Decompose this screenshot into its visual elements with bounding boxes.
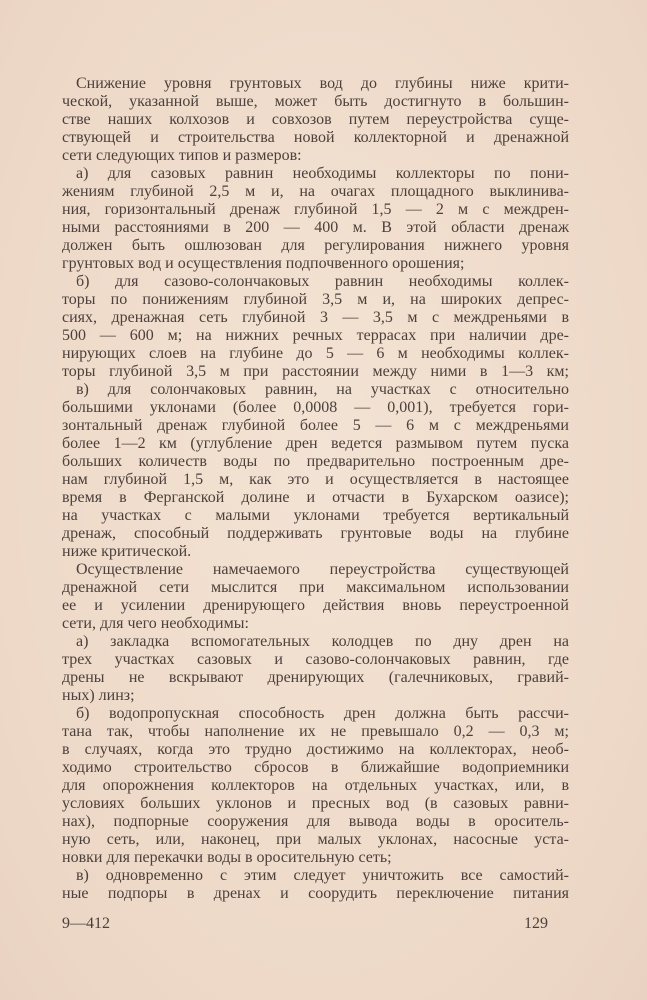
- text-line: ходимо строительство сбросов в ближайшие водоприемники: [62, 759, 569, 776]
- text-line: торы глубиной 3,5 м при расстоянии между ними в 1—3 км;: [62, 363, 569, 380]
- text-line: ее и усилении дренирующего действия вновь переустроенной: [62, 597, 569, 614]
- text-line: условиях больших уклонов и пресных вод (в сазовых равни-: [62, 795, 569, 812]
- text-line: стве наших колхозов и совхозов путем переустройства суще-: [62, 111, 569, 128]
- text-line: трех участках сазовых и сазово-солончаковых равнин, где: [62, 651, 569, 668]
- text-line: жениям глубиной 2,5 м и, на очагах площадного выклинива-: [62, 183, 569, 200]
- text-line: дренаж, способный поддерживать грунтовые воды на глубине: [62, 525, 569, 542]
- text-line: ными расстояниями в 200 — 400 м. В этой области дренаж: [62, 219, 569, 236]
- text-line: дренажной сети мыслится при максимальном использовании: [62, 579, 569, 596]
- text-line: в) одновременно с этим следует уничтожить все самостий-: [76, 867, 569, 884]
- text-line: торы по понижениям глубиной 3,5 м и, на широких депрес-: [62, 291, 569, 308]
- text-line: ную сеть, или, наконец, при малых уклонах, насосные уста-: [62, 831, 569, 848]
- text-line: б) водопропускная способность дрен должна быть рассчи-: [76, 705, 569, 722]
- text-line: грунтовых вод и осуществления подпочвенного орошения;: [62, 255, 465, 272]
- text-line: ния, горизонтальный дренаж глубиной 1,5 — 2 м с междрен-: [62, 201, 569, 218]
- text-line: Осуществление намечаемого переустройства существующей: [76, 561, 569, 578]
- text-line: а) для сазовых равнин необходимы коллекторы по пони-: [76, 165, 569, 182]
- text-line: больших количеств воды по предварительно построенным дре-: [62, 453, 569, 470]
- text-line: для опорожнения коллекторов на отдельных участках, или, в: [62, 777, 569, 794]
- text-line: на участках с малыми уклонами требуется вертикальный: [62, 507, 569, 524]
- text-line: более 1—2 км (углубление дрен ведется размывом путем пуска: [62, 435, 569, 452]
- text-line: нах), подпорные сооружения для вывода воды в ороситель-: [62, 813, 569, 830]
- text-line: большими уклонами (более 0,0008 — 0,001), требуется гори-: [62, 399, 569, 416]
- text-line: сети следующих типов и размеров:: [62, 147, 302, 164]
- text-line: Снижение уровня грунтовых вод до глубины ниже крити-: [76, 75, 569, 92]
- text-line: в) для солончаковых равнин, на участках с относительно: [76, 381, 569, 398]
- text-line: ные подпоры в дренах и соорудить переключение питания: [62, 885, 569, 902]
- text-line: дрены не вскрывают дренирующих (галечниковых, гравий-: [62, 669, 569, 686]
- text-line: ных) линз;: [62, 687, 135, 704]
- text-line: а) закладка вспомогательных колодцев по дну дрен на: [76, 633, 569, 650]
- text-line: б) для сазово-солончаковых равнин необходимы коллек-: [76, 273, 569, 290]
- text-line: ниже критической.: [62, 543, 192, 560]
- text-line: сиях, дренажная сеть глубиной 3 — 3,5 м с междреньями в: [62, 309, 569, 326]
- text-line: должен быть ошлюзован для регулирования нижнего уровня: [62, 237, 569, 254]
- text-line: время в Ферганской долине и отчасти в Бухарском оазисе);: [62, 489, 569, 506]
- text-line: в случаях, когда это трудно достижимо на коллекторах, необ-: [62, 741, 569, 758]
- printer-signature: 9—412: [62, 915, 110, 932]
- text-line: нам глубиной 1,5 м, как это и осуществляется в настоящее: [62, 471, 569, 488]
- text-line: ческой, указанной выше, может быть достигнуто в большин-: [62, 93, 569, 110]
- text-line: сети, для чего необходимы:: [62, 615, 249, 632]
- text-line: нирующих слоев на глубине до 5 — 6 м необходимы коллек-: [62, 345, 569, 362]
- text-line: 500 — 600 м; на нижних речных террасах при наличии дре-: [62, 327, 569, 344]
- body-text: [62, 75, 569, 903]
- page-number: 129: [524, 915, 548, 932]
- text-line: тана так, чтобы наполнение их не превышало 0,2 — 0,3 м;: [62, 723, 569, 740]
- text-line: ствующей и строительства новой коллекторной и дренажной: [62, 129, 569, 146]
- text-line: новки для перекачки воды в оросительную сеть;: [62, 849, 392, 866]
- text-line: зонтальный дренаж глубиной более 5 — 6 м с междреньями: [62, 417, 569, 434]
